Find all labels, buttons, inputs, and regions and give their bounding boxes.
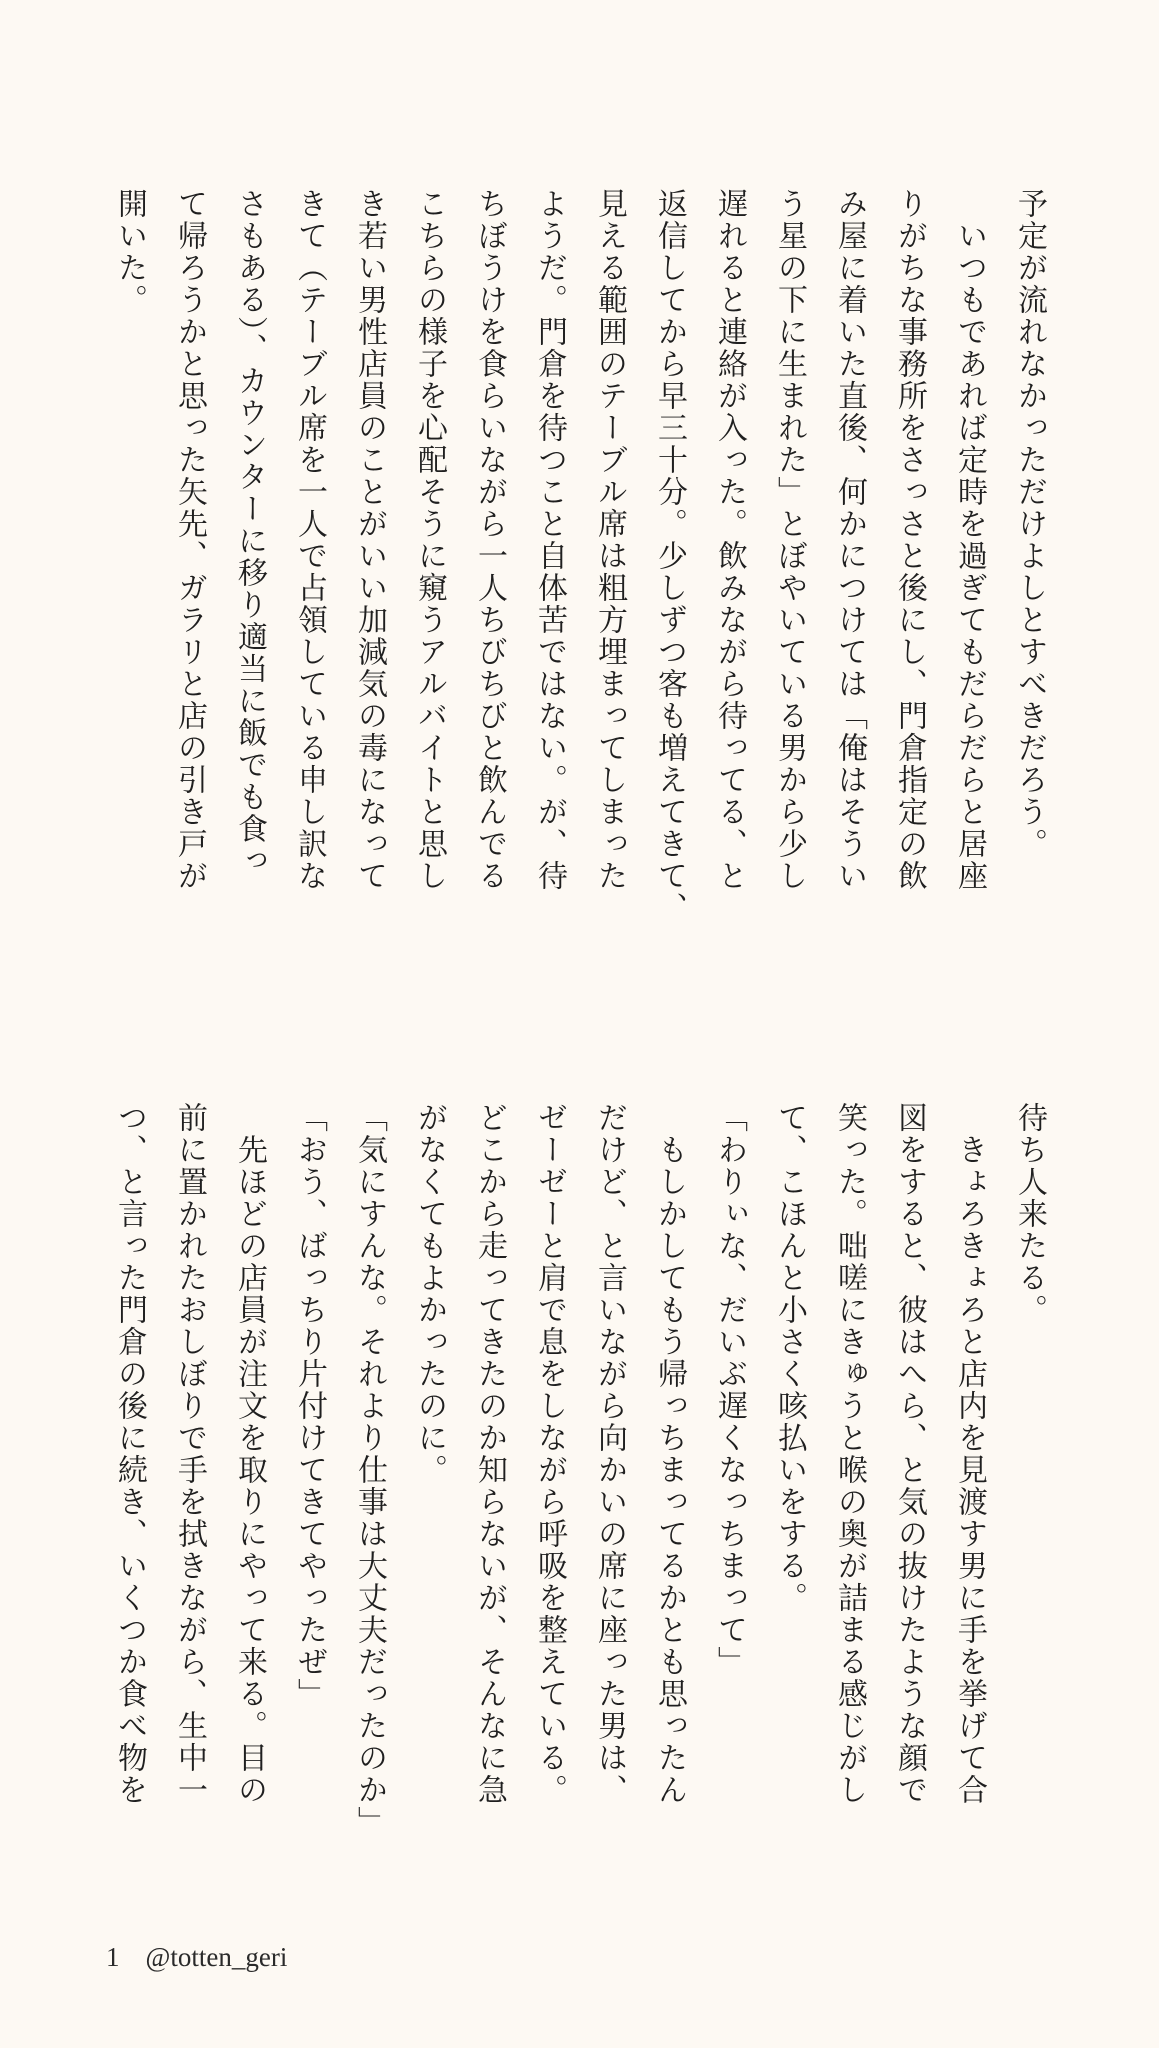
text-line: 前に置かれたおしぼりで手を拭きながら、生中一: [172, 1102, 207, 1806]
text-line: もしかしてもう帰っちまってるかとも思ったん: [652, 1102, 687, 1806]
text-line: て、こほんと小さく咳払いをする。: [772, 1102, 807, 1614]
text-line: 笑った。咄嗟にきゅうと喉の奥が詰まる感じがし: [832, 1102, 867, 1806]
text-line: う星の下に生まれた」とぼやいている男から少し: [772, 188, 807, 892]
text-line: き若い男性店員のことがいい加減気の毒になって: [352, 188, 387, 892]
text-block-lower: [99, 1102, 1059, 1902]
text-line: て帰ろうかと思った矢先、ガラリと店の引き戸が: [172, 188, 207, 892]
page-footer: [106, 1942, 287, 1973]
text-line: ゼーゼーと肩で息をしながら呼吸を整えている。: [532, 1102, 567, 1806]
page-number: 1: [106, 1942, 120, 1972]
author-handle: @totten_geri: [145, 1942, 288, 1972]
text-line: 図をすると、彼はへら、と気の抜けたような顔で: [892, 1102, 927, 1806]
text-line: 「わりぃな、だいぶ遅くなっちまって」: [712, 1102, 747, 1678]
text-line: 待ち人来たる。: [1012, 1102, 1047, 1326]
text-line: こちらの様子を心配そうに窺うアルバイトと思し: [412, 188, 447, 892]
text-line: 開いた。: [112, 188, 147, 316]
text-line: 返信してから早三十分。少しずつ客も増えてきて、: [652, 188, 687, 924]
text-line: 遅れると連絡が入った。飲みながら待ってる、と: [712, 188, 747, 892]
text-line: 「おう、ばっちり片付けてきてやったぜ」: [292, 1102, 327, 1710]
text-line: 見える範囲のテーブル席は粗方埋まってしまった: [592, 188, 627, 892]
text-line: さもある）、カウンターに移り適当に飯でも食っ: [232, 188, 267, 877]
text-line: どこから走ってきたのか知らないが、そんなに急: [472, 1102, 507, 1806]
text-line: きて（テーブル席を一人で占領している申し訳な: [292, 188, 327, 892]
text-line: ちぼうけを食らいながら一人ちびちびと飲んでる: [472, 188, 507, 892]
text-line: つ、と言った門倉の後に続き、いくつか食べ物を: [112, 1102, 147, 1806]
text-line: み屋に着いた直後、何かにつけては「俺はそうい: [832, 188, 867, 892]
text-line: がなくてもよかったのに。: [412, 1102, 447, 1486]
text-line: りがちな事務所をさっさと後にし、門倉指定の飲: [892, 188, 927, 892]
text-line: きょろきょろと店内を見渡す男に手を挙げて合: [952, 1102, 987, 1806]
text-line: ようだ。門倉を待つこと自体苦ではない。が、待: [532, 188, 567, 892]
text-line: 「気にすんな。それより仕事は大丈夫だったのか」: [352, 1102, 387, 1838]
text-block-upper: [99, 188, 1059, 988]
text-line: いつもであれば定時を過ぎてもだらだらと居座: [952, 188, 987, 892]
text-line: 先ほどの店員が注文を取りにやって来る。目の: [232, 1102, 267, 1806]
text-line: だけど、と言いながら向かいの席に座った男は、: [592, 1102, 627, 1806]
text-line: 予定が流れなかっただけよしとすべきだろう。: [1012, 188, 1047, 860]
